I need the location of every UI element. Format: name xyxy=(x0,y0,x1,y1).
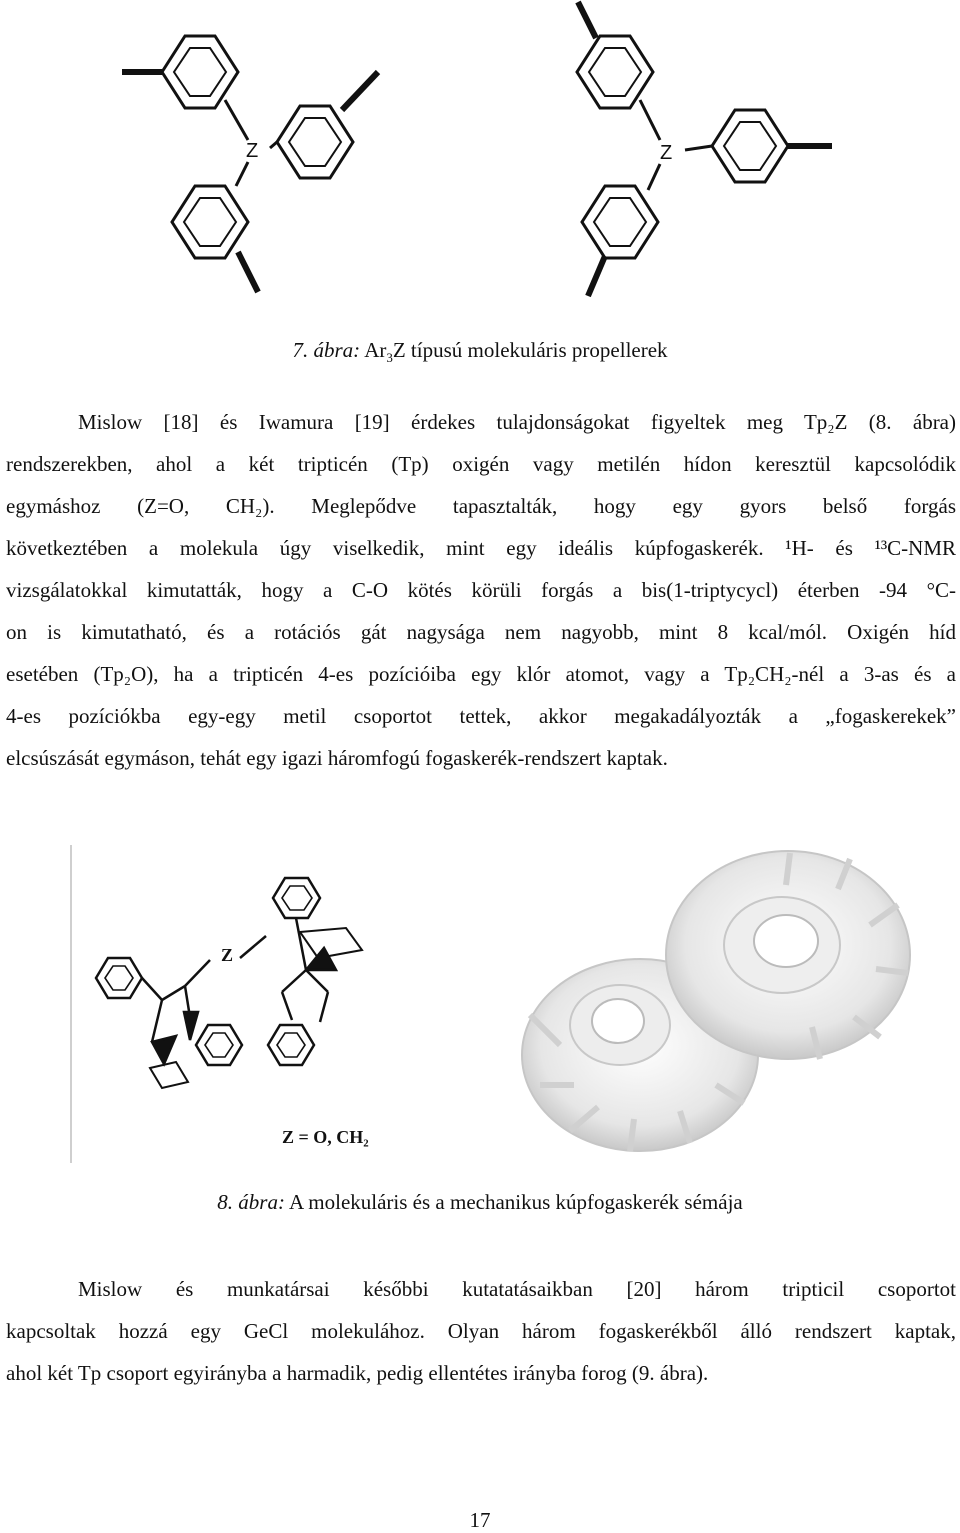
paragraph-line: Mislow és munkatársai későbbi kutatatásaikban [20] három tripticil csoportot xyxy=(78,1277,956,1301)
figure-8-gears xyxy=(520,845,920,1165)
figure-8-formula: Z = O, CH₂ xyxy=(282,1127,369,1147)
paragraph-line: rendszerekben, ahol a két tripticén (Tp) oxigén vagy metilén hídon keresztül kapcsolódik xyxy=(6,452,956,476)
figure-8-frame xyxy=(70,845,72,1163)
paragraph-line: egymáshoz (Z=O, CH₂). Meglepődve tapasztalták, hogy egy gyors belső forgás xyxy=(6,494,956,518)
figure-8-molecule xyxy=(80,850,480,1170)
page-number: 17 xyxy=(469,1508,491,1532)
paragraph-2 xyxy=(6,1268,956,1394)
left-bottom-ring xyxy=(172,186,248,258)
z-label-right: Z xyxy=(660,142,673,164)
caption-text-pre: Ar xyxy=(360,338,387,362)
upper-gear xyxy=(666,851,910,1059)
paragraph-line: 4-es pozíciókba egy-egy metil csoportot tettek, akkor megakadályozták a „fogaskerekek” xyxy=(6,704,956,728)
paragraph-line: ahol két Tp csoport egyirányba a harmadik, pedig ellentétes irányba forog (9. ábra). xyxy=(6,1361,709,1385)
paragraph-line: Mislow [18] és Iwamura [19] érdekes tulajdonságokat figyeltek meg Tp₂Z (8. ábra) xyxy=(78,410,956,434)
right-bottom-ring xyxy=(582,186,658,258)
right-top-ring xyxy=(577,36,653,108)
caption-text: A molekuláris és a mechanikus kúpfogaskerék sémája xyxy=(284,1190,743,1214)
paragraph-line: on is kimutatható, és a rotációs gát nagysága nem nagyobb, mint 8 kcal/mól. Oxigén híd xyxy=(6,620,956,644)
caption-label: 7. ábra: xyxy=(292,338,361,362)
right-right-ring xyxy=(712,110,788,182)
z-label-left: Z xyxy=(246,140,259,162)
left-top-ring xyxy=(162,36,238,108)
caption-label: 8. ábra: xyxy=(217,1190,285,1214)
paragraph-line: elcsúszását egymáson, tehát egy igazi háromfogú fogaskerék-rendszert kaptak. xyxy=(6,746,668,770)
figure-7-propellers xyxy=(0,0,960,320)
figure-7-caption xyxy=(0,338,960,366)
figure-8-z-label: Z xyxy=(221,945,234,965)
caption-subscript: 3 xyxy=(386,350,393,366)
paragraph-1 xyxy=(6,401,956,779)
figure-8-caption xyxy=(0,1190,960,1215)
paragraph-line: következtében a molekula úgy viselkedik, mint egy ideális kúpfogaskerék. ¹H- és ¹³C-NMR xyxy=(6,536,956,560)
left-right-ring xyxy=(277,106,353,178)
paragraph-line: esetében (Tp₂O), ha a tripticén 4-es pozícióiba egy klór atomot, vagy a Tp₂CH₂-nél a 3-as és a xyxy=(6,662,956,686)
caption-text-post: Z típusú molekuláris propellerek xyxy=(392,338,668,362)
paragraph-line: vizsgálatokkal kimutatták, hogy a C-O kötés körüli forgás a bis(1-triptycycl) éterben -94 °C- xyxy=(6,578,956,602)
paragraph-line: kapcsoltak hozzá egy GeCl molekulához. Olyan három fogaskerékből álló rendszert kaptak, xyxy=(6,1319,956,1343)
